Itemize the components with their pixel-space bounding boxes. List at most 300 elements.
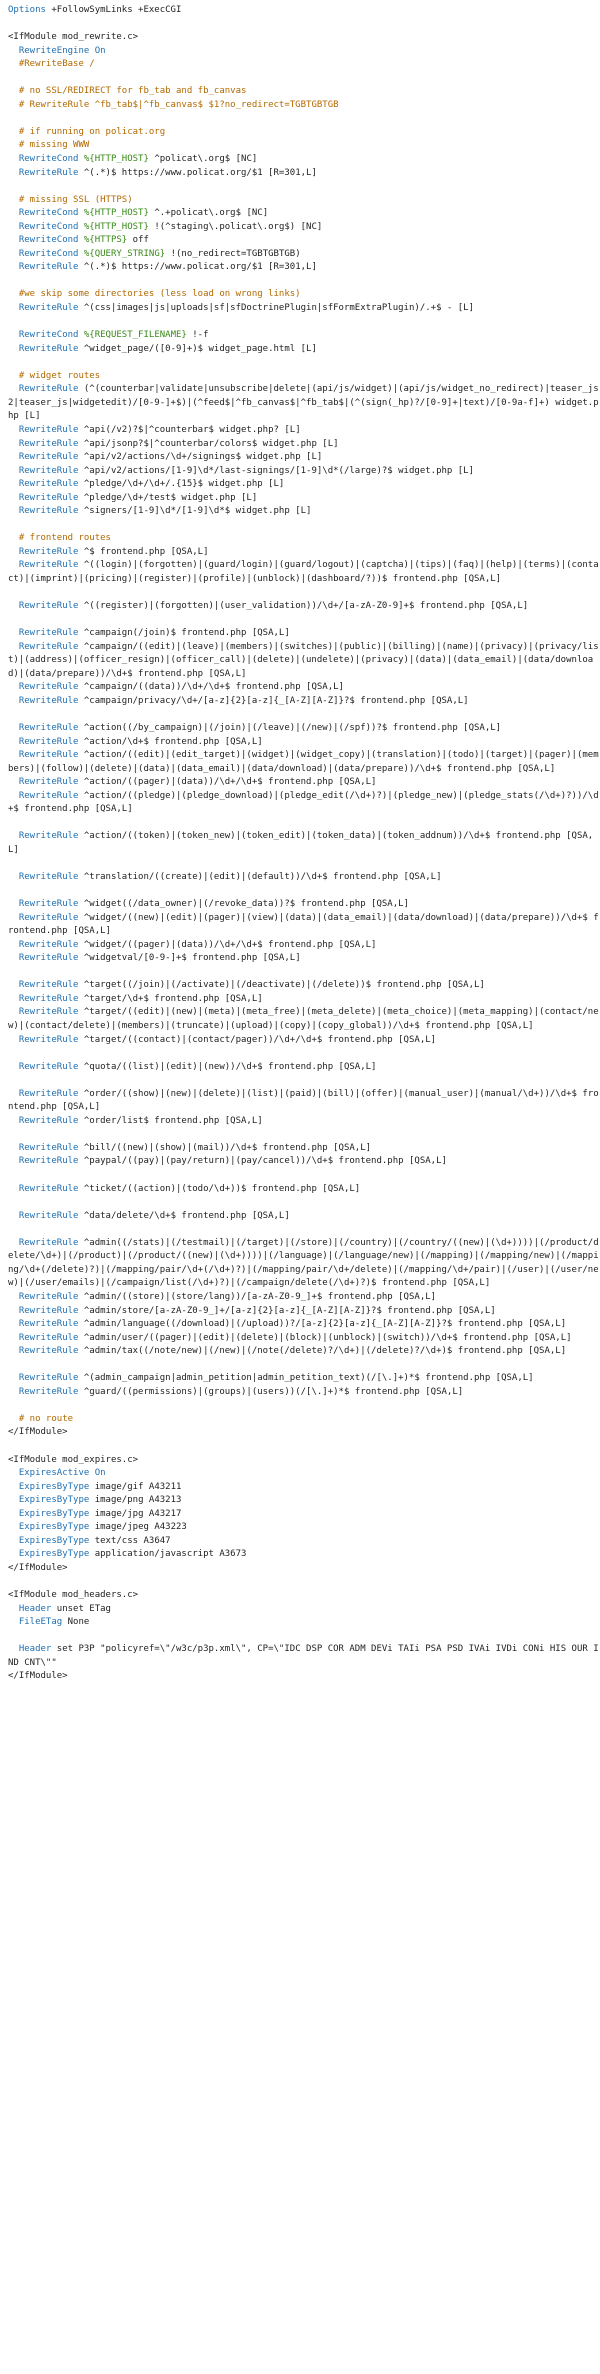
blank-line — [8, 1440, 600, 1454]
directive-token: RewriteRule — [18, 628, 79, 639]
code-line — [8, 1115, 600, 1129]
text-token — [8, 127, 19, 137]
directive-token: On — [94, 1468, 106, 1479]
directive-token: RewriteRule — [18, 452, 79, 463]
text-token — [8, 100, 19, 110]
text-token — [8, 953, 19, 963]
directive-token: RewriteRule — [18, 1183, 79, 1194]
blank-line — [8, 966, 600, 980]
directive-token: RewriteRule — [18, 262, 79, 273]
comment-token: #we skip some directories (less load on wrong links) — [18, 289, 301, 300]
code-line — [8, 1616, 600, 1630]
code-line — [8, 1535, 600, 1549]
directive-token: RewriteRule — [18, 899, 79, 910]
code-line — [8, 234, 600, 248]
code-line — [8, 776, 600, 790]
text-token: ^api/v2/actions/[1-9]\d*/last-signings/[1-9]\d*(/large)?$ widget.php [L] — [78, 465, 475, 476]
text-token: (^(counterbar|validate|unsubscribe|delete|(api/js/widget)|(api/js/widget_no_redirect)|teaser_js2|teaser_js|widgetedit)/[0-9-]+$)|(^feed$|^fb_canvas$|^fb_tab$|(^(sign(_hp)?/[0-9]+|text)/[0-9a-f]+) widget.php [L] — [8, 384, 599, 422]
code-line — [8, 492, 600, 506]
directive-token: RewriteRule — [18, 303, 79, 314]
code-line — [8, 194, 600, 208]
code-line — [8, 302, 600, 316]
text-token — [8, 506, 19, 516]
code-line — [8, 871, 600, 885]
directive-token: Header — [18, 1603, 52, 1614]
text-token: ^widget/((pager)|(data))/\d+/\d+$ frontend.php [QSA,L] — [78, 939, 377, 950]
text-token: ^admin/tax((/note/new)|(/new)|(/note(/delete)?/\d+)|(/delete)?/\d+)$ frontend.php [QSA,L] — [78, 1346, 567, 1357]
text-token — [8, 140, 19, 150]
text-token: ^widget_page/([0-9]+)$ widget_page.html [L] — [78, 343, 317, 354]
text-token — [8, 262, 19, 272]
code-line — [8, 1494, 600, 1508]
text-token — [8, 737, 19, 747]
blank-line — [8, 817, 600, 831]
directive-token: RewriteRule — [18, 777, 79, 788]
blank-line — [8, 1575, 600, 1589]
code-line — [8, 1589, 600, 1603]
code-line — [8, 1305, 600, 1319]
code-line — [8, 1318, 600, 1332]
blank-line — [8, 857, 600, 871]
code-line — [8, 1183, 600, 1197]
blank-line — [8, 112, 600, 126]
directive-token: RewriteRule — [18, 1346, 79, 1357]
directive-token: RewriteRule — [18, 1305, 79, 1316]
variable-token: %{HTTP_HOST} — [83, 221, 149, 232]
text-token — [8, 86, 19, 96]
code-line — [8, 979, 600, 993]
text-token: application/javascript A3673 — [89, 1549, 247, 1560]
text-token: image/gif A43211 — [89, 1481, 182, 1492]
text-token — [8, 1116, 19, 1126]
directive-token: RewriteRule — [18, 424, 79, 435]
code-line — [8, 1508, 600, 1522]
directive-token: RewriteRule — [18, 1237, 79, 1248]
text-token: ^((register)|(forgotten)|(user_validation))/\d+/[a-zA-Z0-9]+$ frontend.php [QSA,L] — [78, 601, 529, 612]
blank-line — [8, 1169, 600, 1183]
text-token: ^widget((/data_owner)|(/revoke_data))?$ frontend.php [QSA,L] — [78, 899, 409, 910]
code-line — [8, 478, 600, 492]
directive-token: RewriteCond — [18, 235, 79, 246]
code-line — [8, 722, 600, 736]
text-token: ^policat\.org$ [NC] — [148, 154, 258, 165]
text-token — [8, 1549, 19, 1559]
code-line — [8, 952, 600, 966]
text-token — [8, 1211, 19, 1221]
text-token: ^widget/((new)|(edit)|(pager)|(view)|(data)|(data_email)|(data/download)|(data/prepare))/\d+$ frontend.php [QSA,L] — [8, 912, 599, 937]
directive-token: RewriteRule — [18, 479, 79, 490]
code-line — [8, 85, 600, 99]
code-line — [8, 248, 600, 262]
text-token — [8, 289, 19, 299]
text-token — [8, 1143, 19, 1153]
variable-token: %{HTTP_HOST} — [83, 154, 149, 165]
text-token: set P3P "policyref=\"/w3c/p3p.xml\", CP=\"IDC DSP COR ADM DEVi TAIi PSA PSD IVAi IVDi CONi HIS OUR IND CNT\"" — [8, 1644, 599, 1668]
code-line — [8, 695, 600, 709]
text-token: ^(.*)$ https://www.policat.org/$1 [R=301,L] — [78, 167, 317, 178]
text-token — [8, 344, 19, 354]
text-token — [8, 1468, 19, 1478]
directive-token: RewriteRule — [18, 1156, 79, 1167]
text-token — [8, 1306, 19, 1316]
text-token: ^(admin_campaign|admin_petition|admin_petition_text)(/[\.]+)*$ frontend.php [QSA,L] — [78, 1373, 534, 1384]
comment-token: # missing WWW — [18, 140, 90, 151]
text-token — [8, 1482, 19, 1492]
comment-token: # widget routes — [18, 370, 101, 381]
text-token — [8, 642, 19, 652]
text-token — [8, 330, 19, 340]
text-token — [8, 1156, 19, 1166]
text-token: ^admin((/stats)|(/testmail)|(/target)|(/store)|(/country)|(/country/((new)|(\d+))))|(/product/delete/\d+)|(/product)|(/product/((new)|(\d+))))|(/language)|(/language/new)|(/mapping)|(/mapping/new)|(/mapping/\d+(/delete)?)|(/mapping/pair/\d+(/\d+)?)|(/mapping/pair/\d+/delete)|(/mapping/\d+/pair)|(/user)|(/user/new)|(/user/emails)|(/campaign/list(/\d+)?)|(/campaign/delete(/\d+)?)$ frontend.php [QSA,L] — [8, 1237, 599, 1289]
directive-token: RewriteCond — [18, 208, 79, 219]
blank-line — [8, 587, 600, 601]
directive-token: RewriteCond — [18, 154, 79, 165]
text-token — [8, 1414, 19, 1424]
code-line — [8, 641, 600, 682]
text-token: ^action/((pager)|(data))/\d+/\d+$ frontend.php [QSA,L] — [78, 777, 377, 788]
directive-token: RewriteRule — [18, 939, 79, 950]
text-token — [8, 168, 19, 178]
code-line — [8, 532, 600, 546]
directive-token: RewriteRule — [18, 384, 79, 395]
text-token: ^widgetval/[0-9-]+$ frontend.php [QSA,L] — [78, 953, 301, 964]
directive-token: RewriteRule — [18, 560, 79, 571]
code-line — [8, 1603, 600, 1617]
text-token: ^paypal/((pay)|(pay/return)|(pay/cancel))/\d+$ frontend.php [QSA,L] — [78, 1156, 447, 1167]
text-token: ^campaign/((edit)|(leave)|(members)|(switches)|(public)|(billing)|(name)|(privacy)|(privacy/list)|(address)|(officer_resign)|(officer_call)|(delete)|(undelete)|(privacy)|(data)|(data_email)|(data/download)|(data/prepare))/\d+$ frontend.php [QSA,L] — [8, 641, 599, 679]
text-token — [8, 222, 19, 232]
blank-line — [8, 1074, 600, 1088]
code-line — [8, 1345, 600, 1359]
directive-token: RewriteRule — [18, 682, 79, 693]
text-token — [8, 1387, 19, 1397]
directive-token: RewriteRule — [18, 912, 79, 923]
directive-token: RewriteRule — [18, 546, 79, 557]
code-line — [8, 1291, 600, 1305]
code-line — [8, 627, 600, 641]
code-line — [8, 993, 600, 1007]
code-line — [8, 126, 600, 140]
code-line — [8, 1155, 600, 1169]
directive-token: RewriteRule — [18, 831, 79, 842]
text-token: ^ticket/((action)|(todo/\d+))$ frontend.php [QSA,L] — [78, 1183, 361, 1194]
text-token: off — [127, 235, 149, 246]
code-line — [8, 1481, 600, 1495]
text-token — [8, 303, 19, 313]
text-token — [8, 560, 19, 570]
text-token — [8, 1509, 19, 1519]
code-line — [8, 912, 600, 939]
text-token: ^translation/((create)|(edit)|(default))/\d+$ frontend.php [QSA,L] — [78, 872, 442, 882]
directive-token: RewriteCond — [18, 330, 79, 341]
code-line — [8, 4, 600, 18]
blank-line — [8, 1196, 600, 1210]
directive-token: RewriteRule — [18, 492, 79, 503]
code-line — [8, 1006, 600, 1033]
text-token — [8, 547, 19, 557]
text-token — [8, 777, 19, 787]
blank-line — [8, 519, 600, 533]
text-token: <IfModule mod_rewrite.c> — [8, 32, 139, 43]
text-token — [8, 1644, 19, 1654]
code-line — [8, 207, 600, 221]
text-token — [8, 479, 19, 489]
text-token — [8, 1333, 19, 1343]
text-token: !(^staging\.policat\.org$) [NC] — [148, 221, 323, 232]
directive-token: RewriteRule — [18, 790, 79, 801]
text-token: None — [62, 1617, 90, 1628]
text-token — [8, 1373, 19, 1383]
text-token: ^campaign(/join)$ frontend.php [QSA,L] — [78, 628, 290, 639]
text-token — [8, 1522, 19, 1532]
text-token — [8, 1035, 19, 1045]
directive-token: RewriteRule — [18, 1142, 79, 1153]
directive-token: Header — [18, 1644, 52, 1655]
code-line — [8, 465, 600, 479]
text-token: ^(css|images|js|uploads|sf|sfDoctrinePlugin|sfFormExtraPlugin)/.+$ - [L] — [78, 303, 475, 314]
directive-token: Options — [8, 5, 46, 15]
text-token — [8, 1184, 19, 1194]
directive-token: ExpiresByType — [18, 1508, 90, 1519]
code-line — [8, 99, 600, 113]
code-line — [8, 1467, 600, 1481]
text-token — [8, 831, 19, 841]
text-token: ^admin/language((/download)|(/upload))?/[a-z]{2}[a-z]{_[A-Z][A-Z]}?$ frontend.php [QSA,L] — [78, 1319, 567, 1330]
directive-token: RewriteCond — [18, 221, 79, 232]
text-token — [8, 1292, 19, 1302]
blank-line — [8, 1399, 600, 1413]
directive-token: RewriteRule — [18, 872, 79, 882]
text-token: ^guard/((permissions)|(groups)|(users))(/[\.]+)*$ frontend.php [QSA,L] — [78, 1386, 464, 1397]
blank-line — [8, 1128, 600, 1142]
comment-token: # frontend routes — [18, 533, 111, 544]
code-line — [8, 153, 600, 167]
code-line — [8, 1237, 600, 1291]
text-token: !-f — [186, 330, 209, 341]
text-token: ^api/v2/actions/\d+/signings$ widget.php [L] — [78, 452, 323, 463]
code-line — [8, 1034, 600, 1048]
comment-token: # no route — [18, 1413, 74, 1424]
directive-token: RewriteRule — [18, 736, 79, 747]
text-token — [8, 466, 19, 476]
text-token: ^bill/((new)|(show)|(mail))/\d+$ frontend.php [QSA,L] — [78, 1142, 372, 1153]
code-line — [8, 329, 600, 343]
text-token — [8, 1319, 19, 1329]
text-token — [8, 1617, 19, 1627]
text-token: image/jpeg A43223 — [89, 1522, 187, 1533]
directive-token: RewriteEngine — [18, 45, 90, 56]
code-line — [8, 1454, 600, 1468]
directive-token: RewriteRule — [18, 1386, 79, 1397]
code-line — [8, 1413, 600, 1427]
directive-token: RewriteRule — [18, 993, 79, 1004]
code-line — [8, 1372, 600, 1386]
text-token: ^.+policat\.org$ [NC] — [148, 208, 269, 219]
text-token — [8, 235, 19, 245]
comment-token: # missing SSL (HTTPS) — [18, 194, 133, 205]
code-line — [8, 790, 600, 817]
code-line — [8, 438, 600, 452]
code-line — [8, 167, 600, 181]
text-token: ^admin/store/[a-zA-Z0-9_]+/[a-z]{2}[a-z]{_[A-Z][A-Z]}?$ frontend.php [QSA,L] — [78, 1305, 496, 1316]
directive-token: RewriteRule — [18, 1061, 79, 1072]
text-token: ^action/((pledge)|(pledge_download)|(pledge_edit(/\d+)?)|(pledge_new)|(pledge_stats(/\d+)?))/\d+$ frontend.php [QSA,L] — [8, 790, 599, 815]
directive-token: ExpiresByType — [18, 1522, 90, 1533]
directive-token: RewriteRule — [18, 1115, 79, 1126]
code-line — [8, 505, 600, 519]
text-token: unset ETag — [51, 1603, 111, 1614]
text-token: ^action/((edit)|(edit_target)|(widget)|(widget_copy)|(translation)|(todo)|(target)|(pager)|(members)|(follow)|(delete)|(data)|(data_email)|(data/download)|(data/prepare))/\d+$ frontend.php [QSA,L] — [8, 750, 599, 774]
text-token — [8, 601, 19, 611]
code-line — [8, 31, 600, 45]
code-line — [8, 343, 600, 357]
directive-token: RewriteRule — [18, 167, 79, 178]
code-line — [8, 288, 600, 302]
code-line — [8, 383, 600, 424]
text-token — [8, 872, 19, 882]
code-line — [8, 370, 600, 384]
directive-token: RewriteRule — [18, 1291, 79, 1302]
code-line — [8, 139, 600, 153]
code-line — [8, 261, 600, 275]
text-token: !(no_redirect=TGBTGBTGB) — [165, 248, 301, 259]
code-line — [8, 1332, 600, 1346]
text-token: image/jpg A43217 — [89, 1508, 182, 1519]
text-token — [8, 980, 19, 990]
directive-token: RewriteRule — [18, 980, 79, 991]
directive-token: RewriteRule — [18, 1034, 79, 1045]
directive-token: RewriteCond — [18, 248, 79, 259]
text-token — [8, 1007, 19, 1017]
text-token: ^target((/join)|(/activate)|(/deactivate)|(/delete))$ frontend.php [QSA,L] — [78, 980, 485, 991]
text-token: ^order/((show)|(new)|(delete)|(list)|(paid)|(bill)|(offer)|(manual_user)|(manual/\d+))/\d+$ frontend.php [QSA,L] — [8, 1088, 599, 1113]
directive-token: RewriteRule — [18, 438, 79, 449]
blank-line — [8, 1359, 600, 1373]
text-token: ^action((/by_campaign)|(/join)|(/leave)|(/new)|(/spf))?$ frontend.php [QSA,L] — [78, 722, 502, 733]
directive-token: RewriteRule — [18, 1373, 79, 1384]
text-token — [8, 1495, 19, 1505]
text-token: ^target/((contact)|(contact/pager))/\d+/\d+$ frontend.php [QSA,L] — [78, 1034, 437, 1045]
text-token — [8, 682, 19, 692]
blank-line — [8, 180, 600, 194]
directive-token: RewriteRule — [18, 1319, 79, 1330]
text-token: +FollowSymLinks +ExecCGI — [45, 5, 182, 15]
code-line — [8, 424, 600, 438]
directive-token: RewriteRule — [18, 343, 79, 354]
text-token: ^$ frontend.php [QSA,L] — [78, 546, 209, 557]
directive-token: RewriteRule — [18, 1332, 79, 1343]
text-token: ^target/((edit)|(new)|(meta)|(meta_free)|(meta_delete)|(meta_choice)|(meta_mapping)|(contact/new)|(contact/delete)|(members)|(truncate)|(upload)|(copy)|(copy_global))/\d+$ frontend.php [QSA,L] — [8, 1007, 599, 1032]
code-line — [8, 1210, 600, 1224]
text-token — [8, 46, 19, 56]
text-token: text/css A3647 — [89, 1535, 171, 1546]
text-token — [8, 994, 19, 1004]
directive-token: ExpiresByType — [18, 1535, 90, 1546]
variable-token: %{HTTPS} — [83, 235, 128, 246]
variable-token: %{HTTP_HOST} — [83, 208, 149, 219]
text-token: ^admin/user/((pager)|(edit)|(delete)|(block)|(unblock)|(switch))/\d+$ frontend.php [QSA,L] — [78, 1332, 572, 1343]
text-token: ^api/jsonp?$|^counterbar/colors$ widget.php [L] — [78, 438, 339, 449]
text-token: ^action/\d+$ frontend.php [QSA,L] — [78, 736, 263, 747]
directive-token: RewriteRule — [18, 1088, 79, 1099]
directive-token: RewriteRule — [18, 953, 79, 964]
text-token: ^order/list$ frontend.php [QSA,L] — [78, 1115, 263, 1126]
blank-line — [8, 614, 600, 628]
text-token — [8, 791, 19, 801]
blank-line — [8, 356, 600, 370]
text-token: ^(.*)$ https://www.policat.org/$1 [R=301,L] — [78, 262, 317, 273]
text-token — [8, 1238, 19, 1248]
code-line — [8, 1670, 600, 1684]
text-token: ^pledge/\d+/\d+/.{15}$ widget.php [L] — [78, 479, 285, 490]
comment-token: # no SSL/REDIRECT for fb_tab and fb_canvas — [18, 86, 247, 97]
code-line — [8, 1061, 600, 1075]
text-token: ^quota/((list)|(edit)|(new))/\d+$ frontend.php [QSA,L] — [78, 1061, 377, 1072]
text-token — [8, 1346, 19, 1356]
comment-token: # RewriteRule ^fb_tab$|^fb_canvas$ $1?no_redirect=TGBTGBTGB — [18, 99, 339, 110]
text-token — [8, 1604, 19, 1614]
text-token — [8, 425, 19, 435]
text-token: ^data/delete/\d+$ frontend.php [QSA,L] — [78, 1210, 290, 1221]
text-token: </IfModule> — [8, 1562, 68, 1573]
text-token: ^campaign/((data))/\d+/\d+$ frontend.php [QSA,L] — [78, 682, 344, 693]
text-token — [8, 940, 19, 950]
directive-token: RewriteRule — [18, 641, 79, 652]
text-token — [8, 371, 19, 381]
text-token — [8, 1089, 19, 1099]
blank-line — [8, 1630, 600, 1644]
code-line — [8, 939, 600, 953]
text-token: ^target/\d+$ frontend.php [QSA,L] — [78, 993, 263, 1004]
blank-line — [8, 885, 600, 899]
text-token: ^action/((token)|(token_new)|(token_edit)|(token_data)|(token_addnum))/\d+$ frontend.php [QSA,L] — [8, 831, 594, 855]
code-line — [8, 45, 600, 59]
text-token: ^campaign/privacy/\d+/[a-z]{2}[a-z]{_[A-Z][A-Z]}?$ frontend.php [QSA,L] — [78, 695, 469, 706]
blank-line — [8, 1047, 600, 1061]
directive-token: ExpiresByType — [18, 1549, 90, 1560]
code-line — [8, 1521, 600, 1535]
directive-token: ExpiresActive — [18, 1468, 90, 1479]
code-line — [8, 600, 600, 614]
text-token: ^pledge/\d+/test$ widget.php [L] — [78, 492, 258, 503]
text-token — [8, 452, 19, 462]
comment-token: # if running on policat.org — [18, 126, 166, 137]
text-token — [8, 384, 19, 394]
text-token — [8, 913, 19, 923]
code-line — [8, 749, 600, 776]
code-line — [8, 546, 600, 560]
variable-token: %{QUERY_STRING} — [83, 248, 166, 259]
blank-line — [8, 316, 600, 330]
text-token — [8, 899, 19, 909]
code-line — [8, 559, 600, 586]
blank-line — [8, 708, 600, 722]
directive-token: FileETag — [18, 1617, 63, 1628]
directive-token: RewriteRule — [18, 750, 79, 761]
code-line — [8, 451, 600, 465]
text-token: ^admin/((store)|(store/lang))/[a-zA-Z0-9_]+$ frontend.php [QSA,L] — [78, 1291, 437, 1302]
text-token: </IfModule> — [8, 1427, 68, 1438]
text-token — [8, 249, 19, 259]
text-token: ^api(/v2)?$|^counterbar$ widget.php? [L] — [78, 424, 301, 435]
directive-token: RewriteRule — [18, 506, 79, 517]
blank-line — [8, 18, 600, 32]
code-line — [8, 1643, 600, 1670]
text-token — [8, 533, 19, 543]
blank-line — [8, 1223, 600, 1237]
text-token: image/png A43213 — [89, 1495, 182, 1506]
code-line — [8, 1386, 600, 1400]
